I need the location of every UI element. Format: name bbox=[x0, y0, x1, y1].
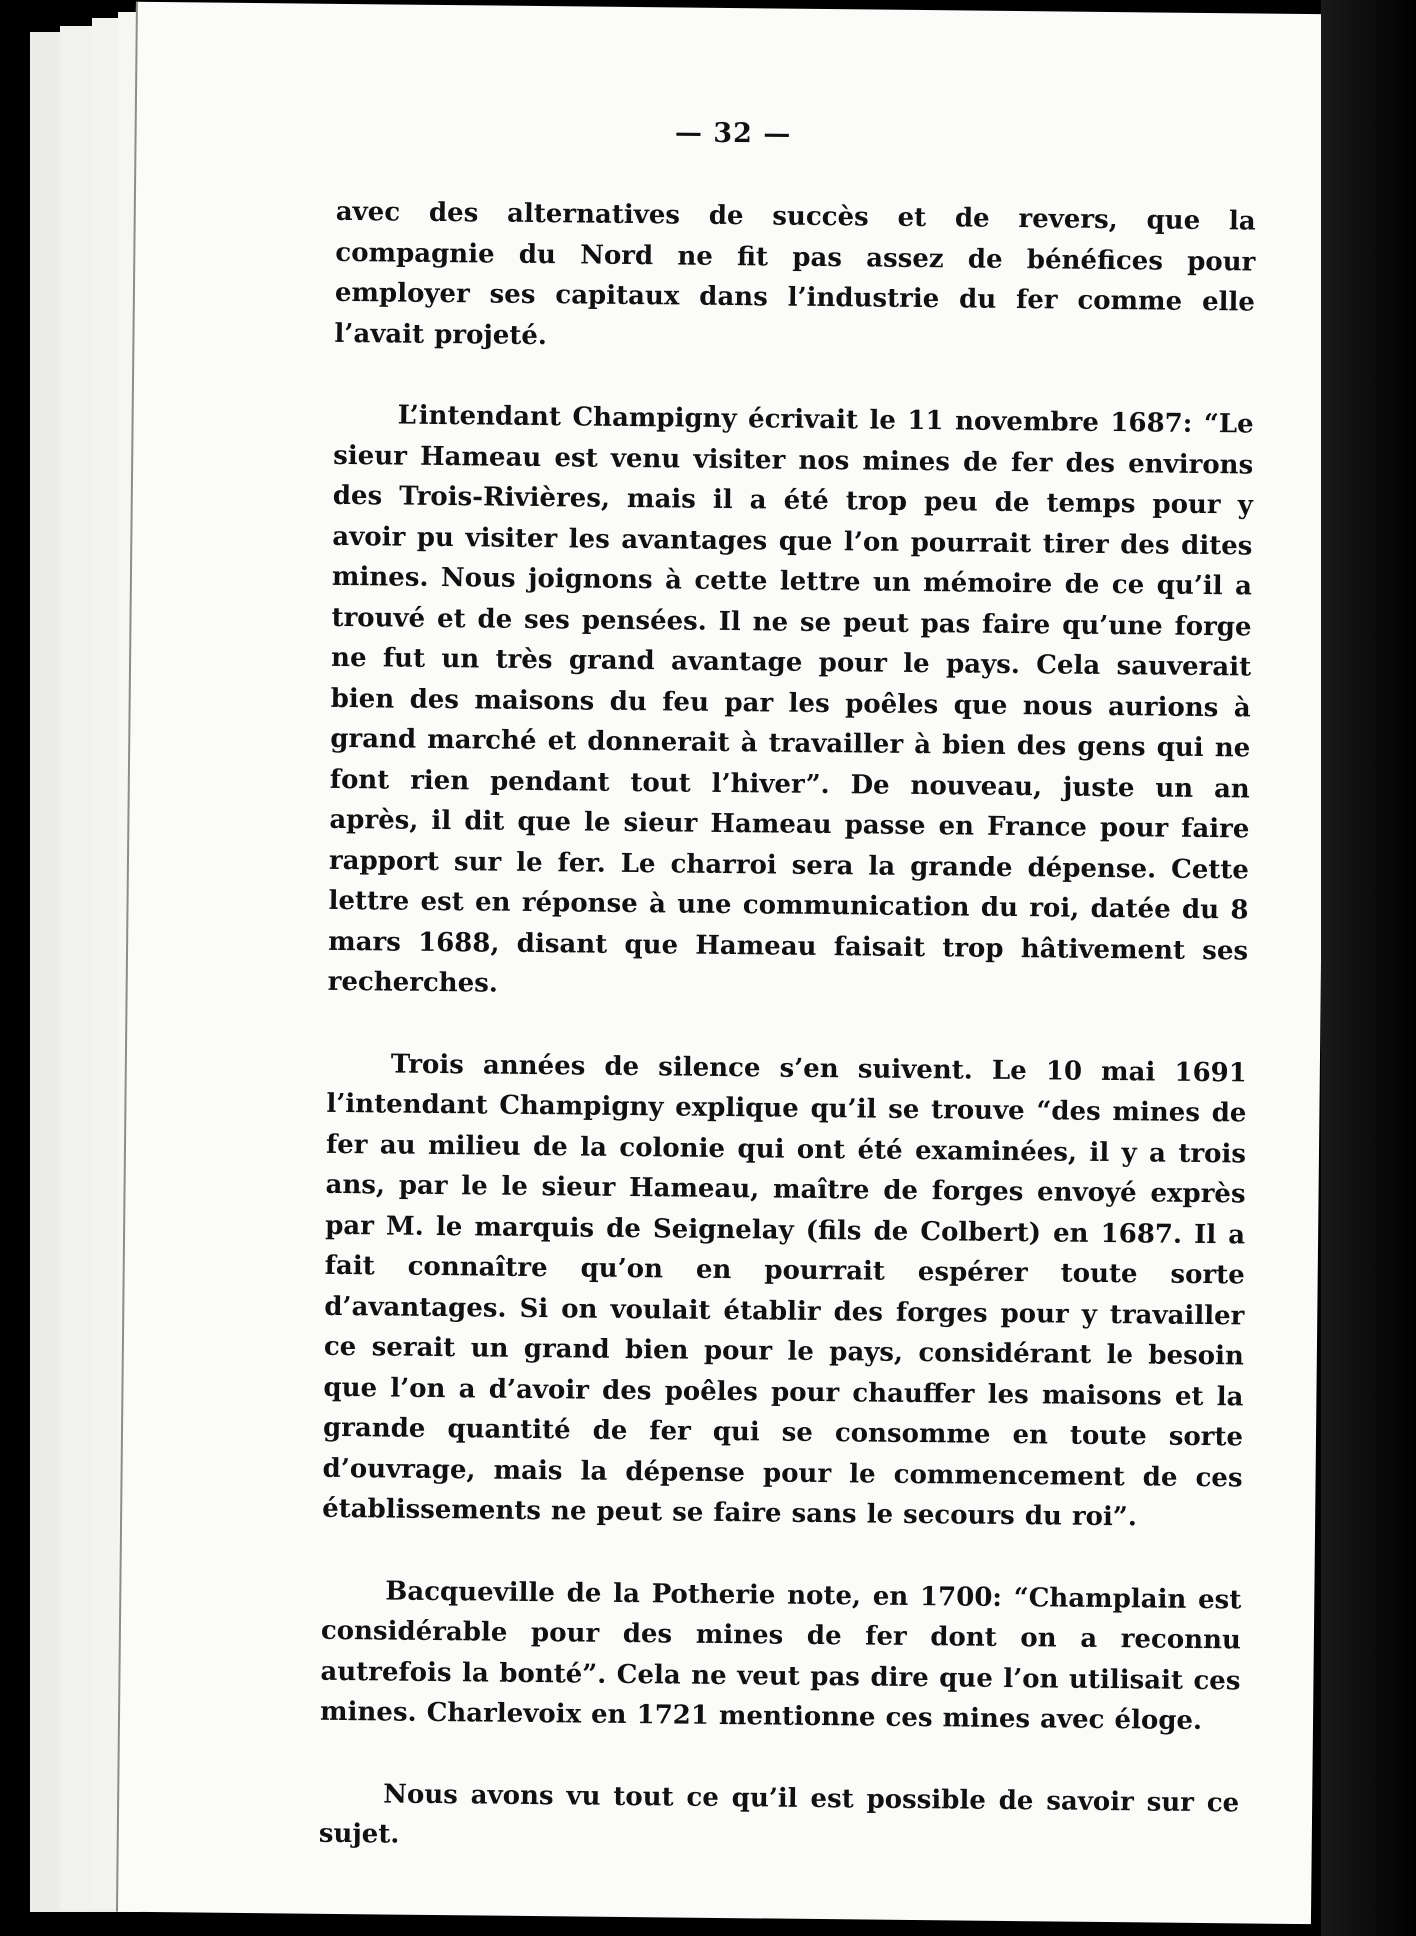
book-page bbox=[116, 2, 1331, 1924]
paragraph-2: L’intendant Champigny écrivait le 11 novembre 1687: “Le sieur Hameau est venu visiter nos mines de fer des environs des Trois-Rivières, mais il a été trop peu de temps pour y avoir pu visiter les avantages que l’on pourrait tirer des dites mines. Nous joignons à cette lettre un mémoire de ce qu’il a trouvé et de ses pensées. Il ne se peut pas faire qu’une forge ne fut un très grand avantage pour le pays. Cela sauverait bien des maisons du feu par les poêles que nous aurions à grand marché et donnerait à travailler à bien des gens qui ne font rien pendant tout l’hiver”. De nouveau, juste un an après, il dit que le sieur Hameau passe en France pour faire rapport sur le fer. Le charroi sera la grande dépense. Cette lettre est en réponse à une communication du roi, datée du 8 mars 1688, disant que Hameau faisait trop hâtivement ses recherches. bbox=[327, 400, 1254, 999]
page-number: — 32 — bbox=[674, 117, 792, 150]
paragraph-5: Nous avons vu tout ce qu’il est possible de savoir sur ce sujet. bbox=[318, 1778, 1240, 1850]
paragraph-4: Bacqueville de la Potherie note, en 1700: “Champlain est considérable pour des mines de fer dont on a reconnu autrefois la bonté”. Cela ne veut pas dire que l’on utilisait ces mines. Charlevoix en 1721 mentionne ces mines avec éloge. bbox=[319, 1575, 1242, 1737]
scan-border bbox=[1321, 0, 1416, 1936]
paragraph-1: avec des alternatives de succès et de revers, que la compagnie du Nord ne fit pas assez de bénéfices pour employer ses capitaux dans l’industrie du fer comme elle l’avait projeté. bbox=[334, 196, 1256, 351]
body-text bbox=[319, 192, 1256, 1864]
paragraph-3: Trois années de silence s’en suivent. Le 10 mai 1691 l’intendant Champigny explique qu’il se trouve “des mines de fer au milieu de la colonie qui ont été examinées, il y a trois ans, par le le sieur Hameau, maître de forges envoyé exprès par M. le marquis de Seignelay (fils de Colbert) en 1687. Il a fait connaître qu’on en pourrait espérer toute sorte d’avantages. Si on voulait établir des forges pour y travailler ce serait un grand bien pour le pays, considérant le besoin que l’on a d’avoir des poêles pour chauffer les maisons et la grande quantité de fer qui se consomme en toute sorte d’ouvrage, mais la dépense pour le commencement de ces établissements ne peut se faire sans le secours du roi”. bbox=[322, 1048, 1247, 1533]
